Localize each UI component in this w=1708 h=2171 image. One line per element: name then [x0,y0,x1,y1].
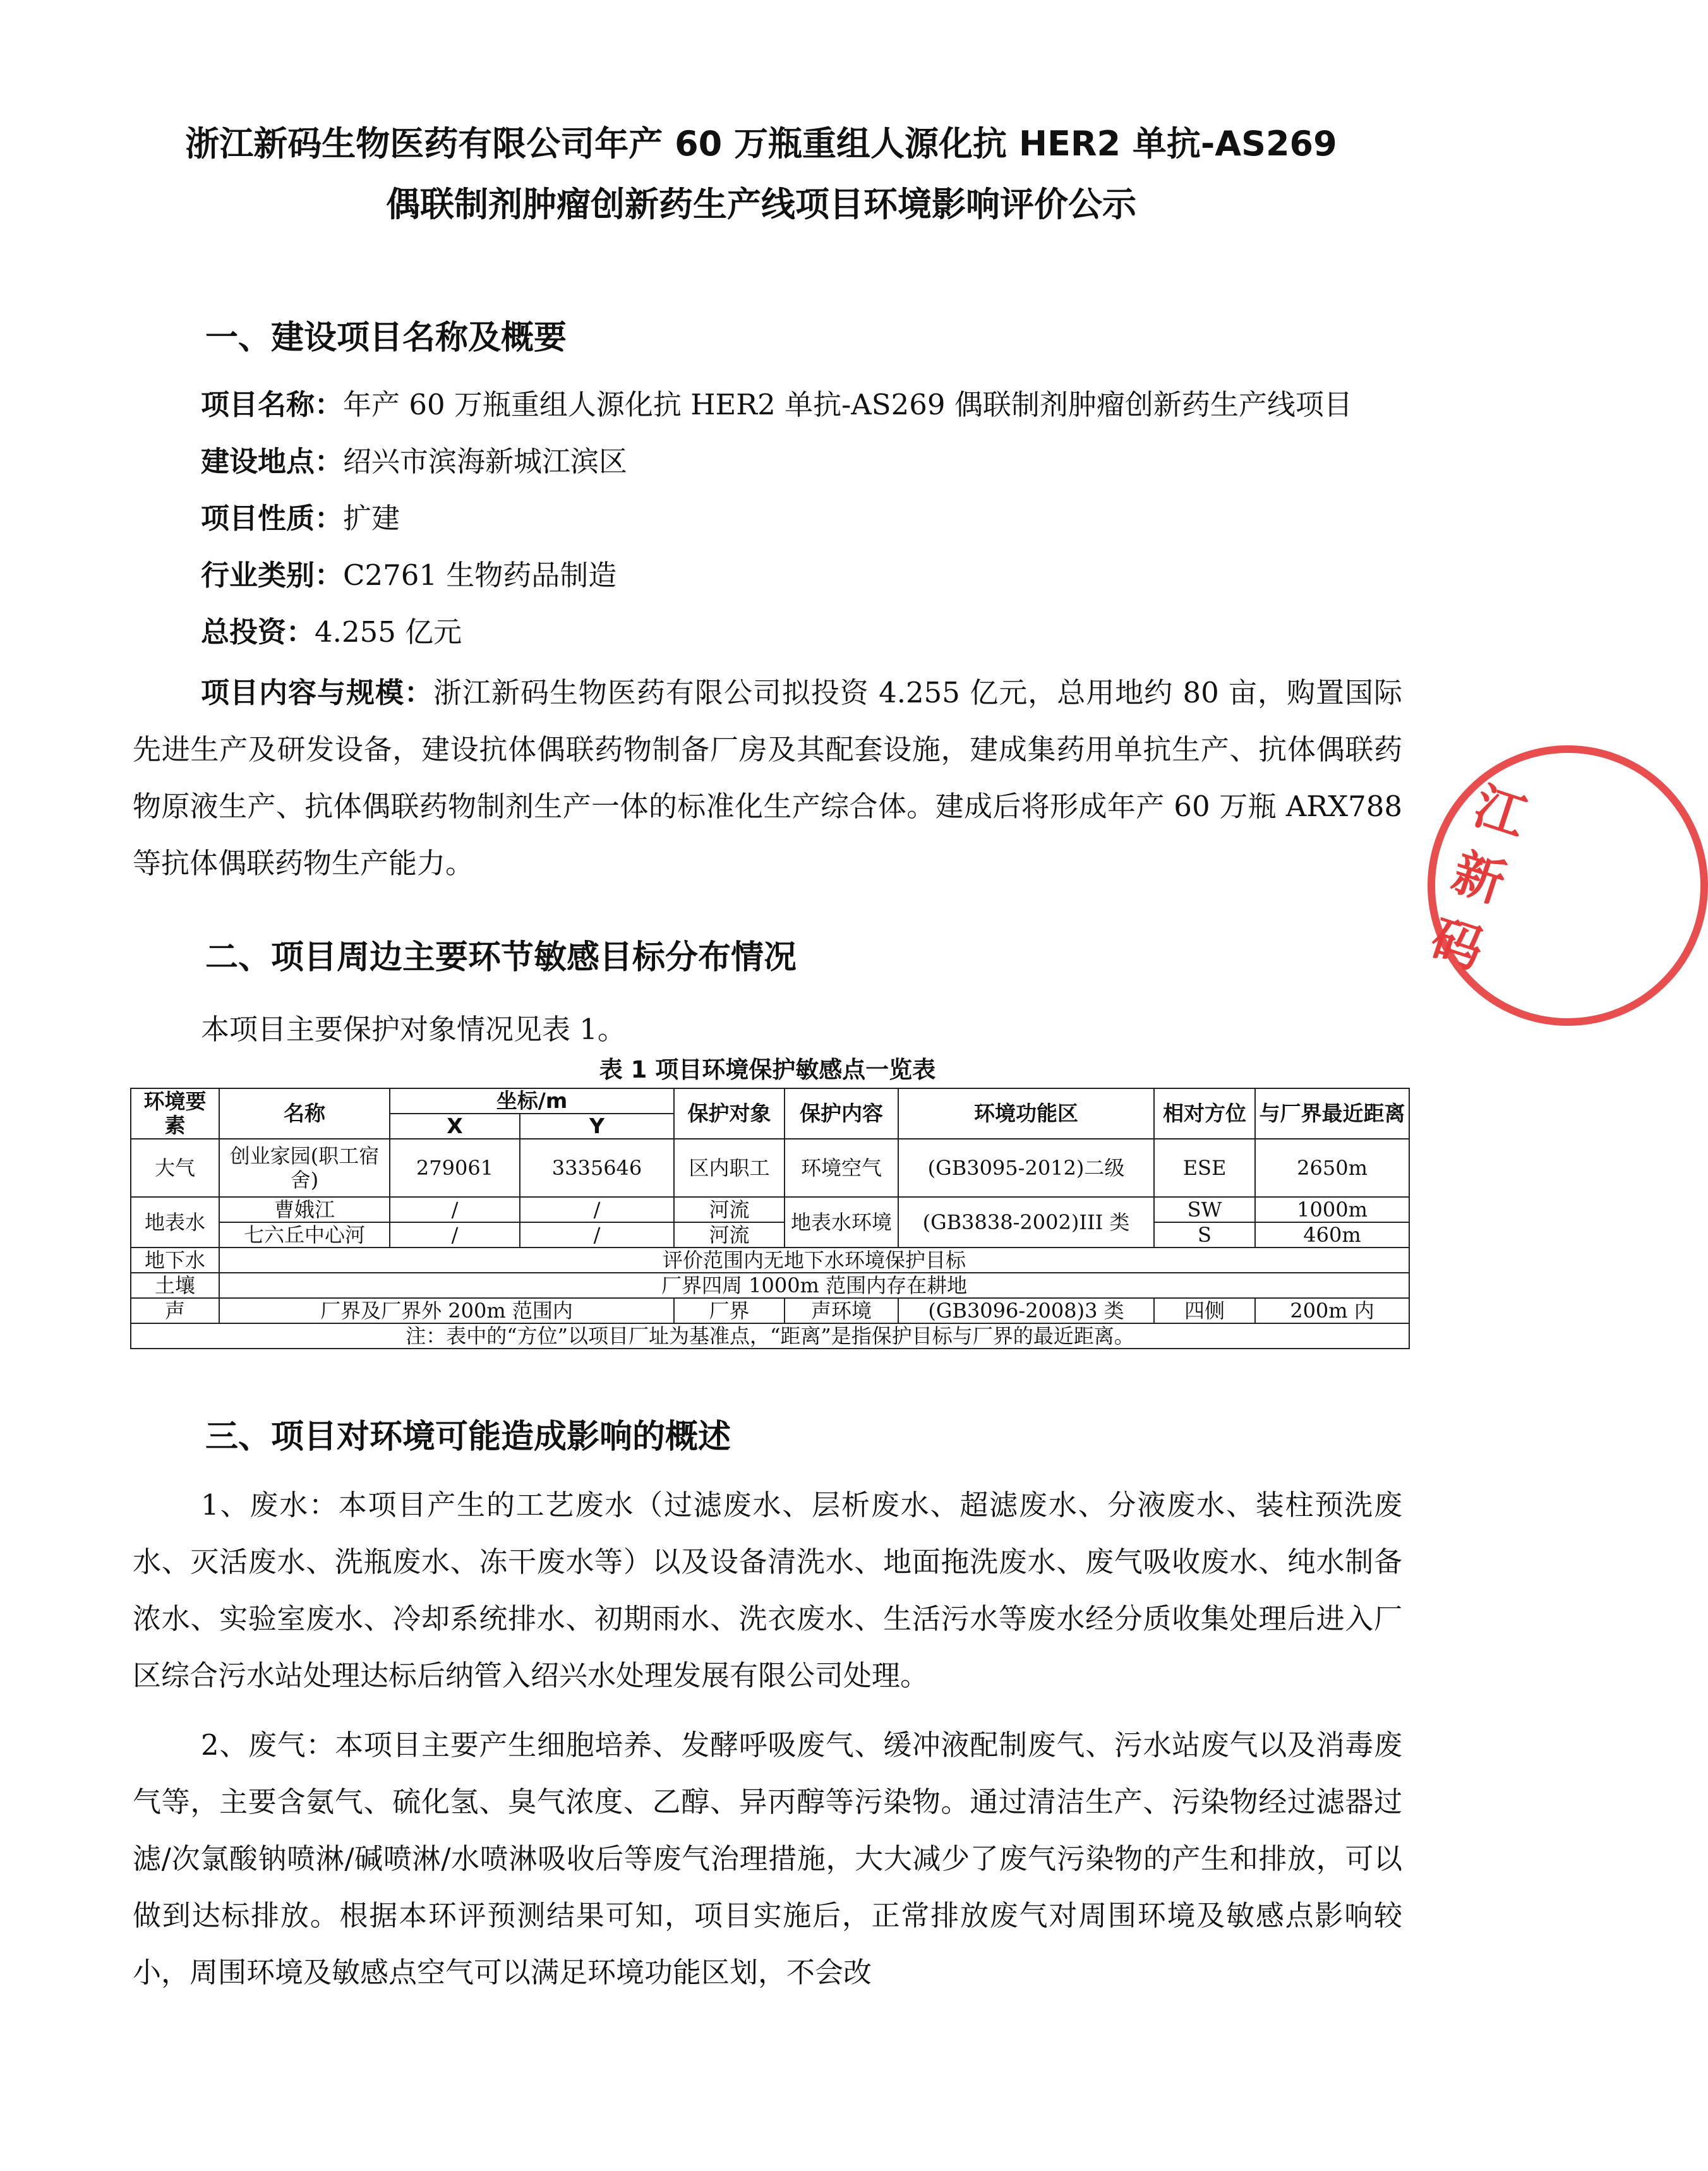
investment-value: 4.255 亿元 [315,615,462,649]
cell-x: / [390,1197,520,1222]
content-value: 浙江新码生物医药有限公司拟投资 4.255 亿元，总用地约 80 亩，购置国际先进生产及研发设备，建设抗体偶联药物制备厂房及其配套设施，建成集药用单抗生产、抗体偶联药物原液生产、抗体偶联药物制剂生产一体的标准化生产综合体。建成后将形成年产 60 万瓶 ARX788 等抗体偶联药物生产能力。 [133,676,1402,880]
section-3-heading: 三、项目对环境可能造成影响的概述 [205,1418,731,1456]
cell-element: 土壤 [131,1273,219,1298]
cell-name: 创业家园(职工宿舍) [219,1139,390,1197]
nature-value: 扩建 [343,502,400,535]
cell-content: 环境空气 [785,1139,898,1197]
th-direction: 相对方位 [1154,1088,1255,1139]
section-2-intro: 本项目主要保护对象情况见表 1。 [201,1013,626,1046]
location-value: 绍兴市滨海新城江滨区 [343,445,628,478]
cell-object: 区内职工 [674,1139,785,1197]
table-header-row [131,1088,1409,1114]
th-zone: 环境功能区 [898,1088,1154,1139]
cell-y: / [520,1222,674,1248]
th-name: 名称 [219,1088,390,1139]
location-label: 建设地点： [201,445,344,478]
nature-label: 项目性质： [201,502,344,535]
table-row [131,1139,1409,1197]
cell-merged: 厂界四周 1000m 范围内存在耕地 [219,1273,1409,1298]
investment-field [201,613,462,651]
cell-direction: ESE [1154,1139,1255,1197]
cell-zone: (GB3838-2002)III 类 [898,1197,1154,1248]
cell-y: / [520,1197,674,1222]
table-note: 注：表中的“方位”以项目厂址为基准点，“距离”是指保护目标与厂界的最近距离。 [131,1323,1409,1349]
industry-field [201,556,616,594]
cell-element: 地下水 [131,1248,219,1273]
cell-object: 河流 [674,1222,785,1248]
th-distance: 与厂界最近距离 [1255,1088,1409,1139]
location-field [201,443,627,481]
cell-direction: SW [1154,1197,1255,1222]
title-line-1: 浙江新码生物医药有限公司年产 60 万瓶重组人源化抗 HER2 单抗-AS269 [185,124,1337,164]
content-label: 项目内容与规模： [201,676,433,709]
table-row [131,1248,1409,1273]
cell-range: 厂界及厂界外 200m 范围内 [219,1298,674,1323]
industry-value: C2761 生物药品制造 [343,558,617,592]
sensitive-points-table [130,1088,1410,1349]
project-name-field [201,386,1352,424]
cell-zone: (GB3096-2008)3 类 [898,1298,1154,1323]
cell-x: 279061 [390,1139,520,1197]
cell-merged: 评价范围内无地下水环境保护目标 [219,1248,1409,1273]
cell-direction: S [1154,1222,1255,1248]
table-note-row [131,1323,1409,1349]
th-content: 保护内容 [785,1088,898,1139]
section-2-heading: 二、项目周边主要环节敏感目标分布情况 [205,939,797,977]
industry-label: 行业类别： [201,558,344,592]
table-row [131,1298,1409,1323]
cell-content: 声环境 [785,1298,898,1323]
nature-field [201,500,400,538]
investment-label: 总投资： [201,615,315,649]
section-1-heading: 一、建设项目名称及概要 [205,319,567,357]
cell-x: / [390,1222,520,1248]
cell-element: 声 [131,1298,219,1323]
cell-direction: 四侧 [1154,1298,1255,1323]
table-row [131,1197,1409,1222]
cell-distance: 460m [1255,1222,1409,1248]
company-seal-text: 江新码 [1424,776,1534,980]
cell-name: 曹娥江 [219,1197,390,1222]
cell-y: 3335646 [520,1139,674,1197]
cell-object: 河流 [674,1197,785,1222]
th-coord: 坐标/m [390,1088,674,1114]
table-row [131,1273,1409,1298]
cell-name: 七六丘中心河 [219,1222,390,1248]
cell-object: 厂界 [674,1298,785,1323]
th-object: 保护对象 [674,1088,785,1139]
project-name-label: 项目名称： [201,388,344,421]
title-line-2: 偶联制剂肿瘤创新药生产线项目环境影响评价公示 [386,184,1136,224]
cell-content: 地表水环境 [785,1197,898,1248]
document-title [126,114,1396,235]
cell-element: 大气 [131,1139,219,1197]
cell-distance: 2650m [1255,1139,1409,1197]
th-element: 环境要素 [131,1088,219,1139]
wastewater-paragraph: 1、废水：本项目产生的工艺废水（过滤废水、层析废水、超滤废水、分液废水、装柱预洗废水、灭活废水、洗瓶废水、冻干废水等）以及设备清洗水、地面拖洗废水、废气吸收废水、纯水制备浓水、实验室废水、冷却系统排水、初期雨水、洗衣废水、生活污水等废水经分质收集处理后进入厂区综合污水站处理达标后纳管入绍兴水处理发展有限公司处理。 [133,1488,1402,1692]
th-x: X [390,1114,520,1139]
waste-gas-paragraph: 2、废气：本项目主要产生细胞培养、发酵呼吸废气、缓冲液配制废气、污水站废气以及消毒废气等，主要含氨气、硫化氢、臭气浓度、乙醇、异丙醇等污染物。通过清洁生产、污染物经过滤器过滤/次氯酸钠喷淋/碱喷淋/水喷淋吸收后等废气治理措施，大大减少了废气污染物的产生和排放，可以做到达标排放。根据本环评预测结果可知，项目实施后，正常排放废气对周围环境及敏感点影响较小，周围环境及敏感点空气可以满足环境功能区划，不会改 [133,1728,1402,1989]
cell-distance: 200m 内 [1255,1298,1409,1323]
cell-element: 地表水 [131,1197,219,1248]
th-y: Y [520,1114,674,1139]
cell-zone: (GB3095-2012)二级 [898,1139,1154,1197]
project-name-value: 年产 60 万瓶重组人源化抗 HER2 单抗-AS269 偶联制剂肿瘤创新药生产线项目 [343,388,1352,421]
cell-distance: 1000m [1255,1197,1409,1222]
table-caption: 表 1 项目环境保护敏感点一览表 [599,1056,936,1083]
content-paragraph [133,665,1402,892]
table-row [131,1222,1409,1248]
